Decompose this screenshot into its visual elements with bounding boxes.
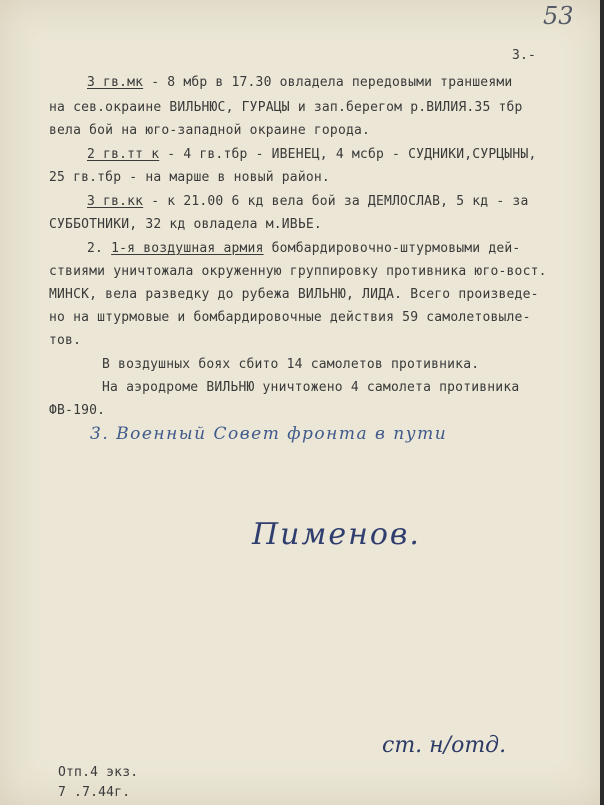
unit-3-gv-kk: 3 гв.кк (87, 194, 144, 209)
page-number: 53 (543, 2, 574, 30)
line-10: МИНСК, вела разведку до рубежа ВИЛЬНЮ, ЛИДА. Всего произведе- (49, 287, 539, 302)
line-8-number: 2. (87, 241, 112, 256)
handwritten-note: 3. Военный Совет фронта в пути (90, 424, 448, 444)
footer-date: 7 .7.44г. (58, 785, 131, 800)
line-4 (87, 147, 537, 162)
line-14: На аэродроме ВИЛЬНЮ уничтожено 4 самолета противника (102, 380, 520, 395)
line-5: 25 гв.тбр - на марше в новый район. (49, 170, 330, 185)
line-8-text: бомбардировочно-штурмовыми дей- (263, 241, 521, 256)
line-2: на сев.окраине ВИЛЬНЮС, ГУРАЦЫ и зап.берегом р.ВИЛИЯ.35 тбр (49, 100, 523, 115)
line-9: ствиями уничтожала окруженную группировку противника юго-вост. (49, 264, 547, 279)
line-12: тов. (49, 333, 82, 348)
line-6-text: - к 21.00 6 кд вела бой за ДЕМЛОСЛАВ, 5 кд - за (143, 194, 529, 209)
section-mark: 3.- (512, 48, 537, 63)
scan-edge (600, 0, 604, 805)
line-8 (87, 241, 520, 256)
line-6 (87, 194, 528, 209)
line-1 (87, 75, 512, 90)
line-7: СУББОТНИКИ, 32 кд овладела м.ИВЬЕ. (49, 217, 322, 232)
line-15: ФВ-190. (49, 403, 106, 418)
line-4-text: - 4 гв.тбр - ИВЕНЕЦ, 4 мсбр - СУДНИКИ,СУРЦЫНЫ, (159, 147, 537, 162)
footer-copies: Отп.4 экз. (58, 765, 139, 780)
initials: ст. н/отд. (382, 733, 507, 758)
line-13: В воздушных боях сбито 14 самолетов противника. (102, 357, 480, 372)
unit-3-gv-mk: 3 гв.мк (87, 75, 144, 90)
unit-1-air-army: 1-я воздушная армия (111, 241, 264, 256)
line-1-text: - 8 мбр в 17.30 овладела передовыми траншеями (143, 75, 513, 90)
signature: Пименов. (252, 517, 421, 552)
line-11: но на штурмовые и бомбардировочные действия 59 самолетовыле- (49, 310, 531, 325)
unit-2-gv-tt-k: 2 гв.тт к (87, 147, 160, 162)
line-3: вела бой на юго-западной окраине города. (49, 123, 371, 138)
